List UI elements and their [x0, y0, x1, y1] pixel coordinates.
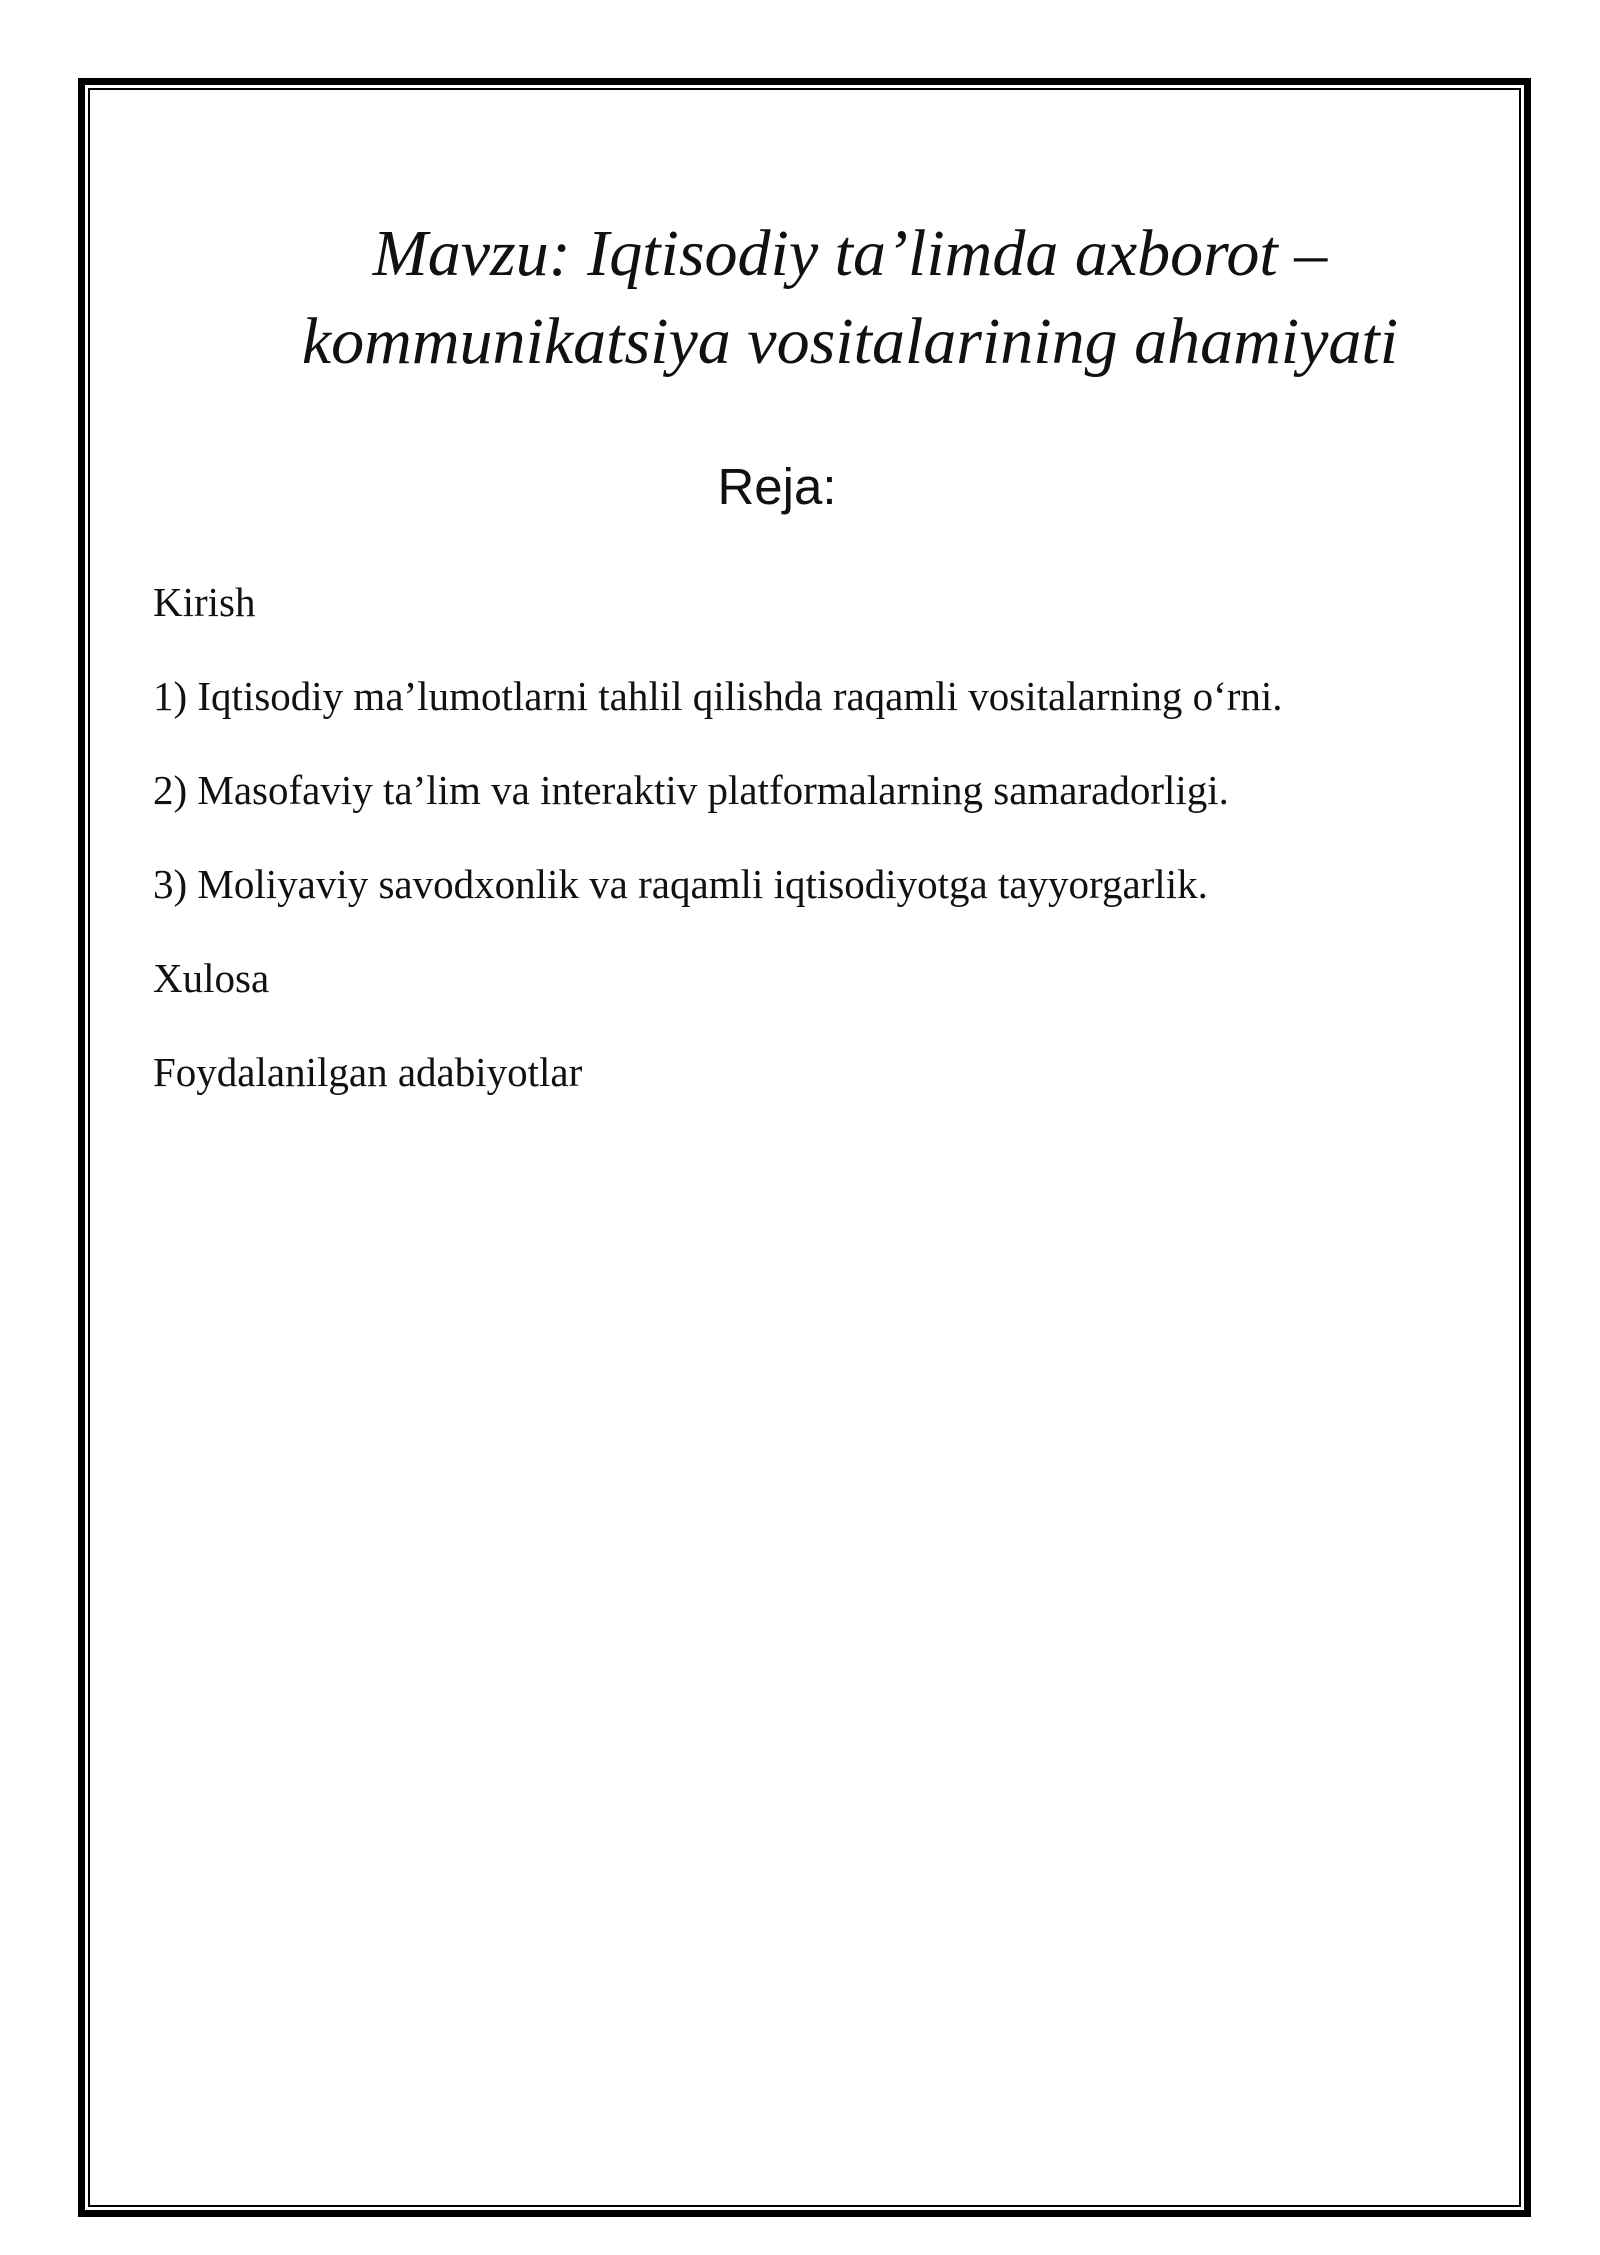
- plan-item-introduction: Kirish: [153, 579, 256, 625]
- plan-item-3: 3) Moliyaviy savodxonlik va raqamli iqtisodiyotga tayyorgarlik.: [153, 861, 1208, 907]
- plan-heading: Reja:: [717, 458, 837, 515]
- page-border-inner: [88, 88, 1521, 2207]
- document-title: [260, 210, 1440, 386]
- plan-list: [153, 572, 1283, 1136]
- document-title-line-1: Mavzu: Iqtisodiy ta’limda axborot –: [372, 217, 1328, 290]
- plan-item-2: 2) Masofaviy ta’lim va interaktiv platformalarning samaradorligi.: [153, 767, 1229, 813]
- plan-item-1: 1) Iqtisodiy ma’lumotlarni tahlil qilishda raqamli vositalarning o‘rni.: [153, 673, 1283, 719]
- plan-item-conclusion: Xulosa: [153, 955, 270, 1001]
- plan-item-references: Foydalanilgan adabiyotlar: [153, 1049, 583, 1095]
- document-title-line-2: kommunikatsiya vositalarining ahamiyati: [301, 305, 1399, 378]
